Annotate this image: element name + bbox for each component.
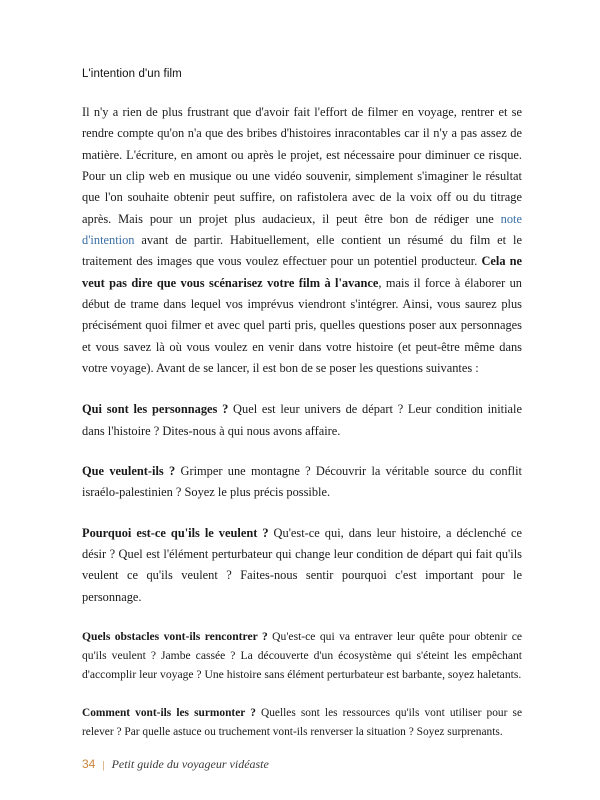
paragraph-text-part2: avant de partir. Habituellement, elle contient un résumé du film et le traitement des images que vous voulez effectuer pour un potentiel producteur. [82,232,522,269]
note-intention-link[interactable]: note d'intention [82,211,522,247]
page-number: 34 [82,757,96,771]
question-block [82,523,522,608]
paragraph-text-part1: Il n'y a rien de plus frustrant que d'avoir fait l'effort de filmer en voyage, rentrer et se rendre compte qu'on n'a que des bribes d'histoires inracontables car il n'y a pas assez de matière. L'écriture, en amont ou après le projet, est nécessaire pour diminuer ce risque. Pour un clip web en musique ou une vidéo souvenir, simplement s'imaginer le résultat que l'on souhaite obtenir peut suffire, on rafistolera avec de la voix off ou du titrage après. Mais pour un projet plus audacieux, il peut être bon de rédiger une [82,105,522,226]
paragraph-text-part3: , mais il force à élaborer un début de trame dans lequel vos imprévus viendront s'intégrer. Ainsi, vous saurez plus précisément quoi filmer et avec quel parti pris, quelles questions poser aux personnages et vous savez là où vous voulez en venir dans votre histoire (et peut-être même dans votre voyage). Avant de se lancer, il est bon de se poser les questions suivantes : [82,275,522,375]
question-lead: Comment vont-ils les surmonter ? [82,706,256,719]
question-body: Quelles sont les ressources qu'ils vont utiliser pour se relever ? Par quelle astuce ou truchement vont-ils renverser la situation ? Soyez surprenants. [82,706,522,738]
question-block [82,399,522,442]
question-body: Qu'est-ce qui, dans leur histoire, a déclenché ce désir ? Quel est l'élément perturbateur qui change leur condition de départ qui fait qu'ils veulent ce qu'ils veulent ? Faites-nous sentir pourquoi c'est important pour le personnage. [82,525,522,604]
paragraph-emphasis: Cela ne veut pas dire que vous scénarisez votre film à l'avance [82,254,522,290]
question-block [82,627,522,685]
intro-paragraph [82,102,522,379]
footer-separator: | [102,759,105,771]
question-body: Qu'est-ce qui va entraver leur quête pour obtenir ce qu'ils veulent ? Jambe cassée ? La découverte d'un écosystème qui s'éteint les empêchant d'accomplir leur voyage ? Une histoire sans élément perturbateur est barbante, soyez haletants. [82,629,522,682]
page-title: L'intention d'un film [82,68,182,80]
page-footer [82,757,269,772]
question-lead: Quels obstacles vont-ils rencontrer ? [82,629,268,643]
footer-book-title: Petit guide du voyageur vidéaste [111,757,269,771]
question-lead: Qui sont les personnages ? [82,402,229,417]
question-body: Grimper une montagne ? Découvrir la véritable source du conflit israélo-palestinien ? Soyez le plus précis possible. [82,463,522,500]
question-block [82,704,522,742]
question-block [82,461,522,504]
question-body: Quel est leur univers de départ ? Leur condition initiale dans l'histoire ? Dites-nous à qui nous avons affaire. [82,402,522,438]
question-lead: Pourquoi est-ce qu'ils le veulent ? [82,525,269,540]
question-lead: Que veulent-ils ? [82,463,176,478]
